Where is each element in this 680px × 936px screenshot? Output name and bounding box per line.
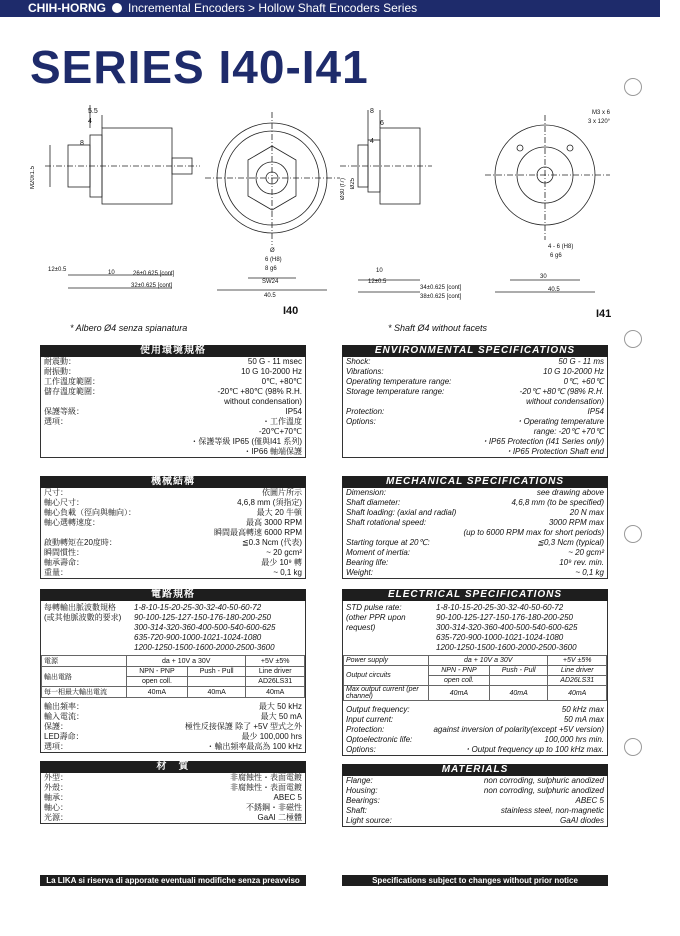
spec-row: [41, 722, 305, 732]
dim-label: 5.5: [88, 108, 98, 115]
spec-value: ~ 0,1 kg: [575, 568, 604, 577]
spec-value: 最大 50 mA: [260, 712, 302, 721]
spec-label: Shaft loading: (axial and radial): [346, 508, 457, 517]
table-cell: open coll.: [127, 677, 188, 687]
table-cell: open coll.: [429, 676, 490, 686]
spec-row: [343, 528, 607, 538]
table-cell: 40mA: [548, 686, 607, 701]
ppr-value-line: 90-100-125-127-150-176-180-200-250: [134, 613, 271, 622]
spec-row: [41, 447, 305, 457]
technical-drawings: [40, 100, 620, 315]
binder-hole-icon: [624, 525, 642, 543]
spec-row: [343, 518, 607, 528]
dim-label: 12±0.5: [368, 279, 387, 285]
spec-label: Shaft:: [346, 806, 367, 815]
dim-label: 12±0.5: [48, 267, 67, 273]
section-header-mechanical: MECHANICAL SPECIFICATIONS: [342, 476, 608, 488]
top-banner: [0, 0, 660, 17]
spec-value: 最少 10⁹ 轉: [261, 558, 302, 567]
table-cell: 每一相最大輸出電流: [42, 687, 127, 698]
spec-label: 軸心負載（徑向與軸向）：: [44, 508, 136, 517]
bullet-icon: [112, 3, 122, 13]
spec-label: 光源：: [44, 813, 68, 822]
spec-value: 不銹鋼・非磁性: [246, 803, 302, 812]
spec-row: [343, 776, 607, 786]
spec-label: 外殼：: [44, 783, 68, 792]
spec-row: [41, 732, 305, 742]
spec-value: ≦0.3 Ncm (代表): [241, 538, 302, 547]
spec-row: [41, 773, 305, 783]
dim-label: Ø30 (f7): [340, 178, 346, 201]
spec-row: [41, 558, 305, 568]
spec-row: [41, 702, 305, 712]
binder-hole-icon: [624, 78, 642, 96]
spec-label: Protection:: [346, 407, 385, 416]
spec-label: 重量：: [44, 568, 68, 577]
table-cell: AD26LS31: [548, 676, 607, 686]
spec-value: 最少 100,000 hrs: [241, 732, 302, 741]
spec-row: [343, 735, 607, 745]
ppr-value-line: 1200-1250-1500-1600-2000-2500-3600: [134, 643, 275, 652]
binder-hole-icon: [624, 738, 642, 756]
spec-label: 軸心選轉速度：: [44, 518, 100, 527]
dim-label: 10: [376, 268, 383, 274]
table-cell: NPN - PNP: [429, 666, 490, 676]
spec-value: stainless steel, non-magnetic: [500, 806, 604, 815]
ppr-label: 每轉輸出脈波數規格 (或其他脈波數的要求): [44, 603, 122, 622]
table-cell: Push - Pull: [489, 666, 548, 676]
spec-label: 選項：: [44, 742, 68, 751]
materials-spec-table: [342, 776, 608, 827]
power-output-table: [343, 655, 607, 701]
spec-label: Shock:: [346, 357, 371, 366]
spec-row: [41, 548, 305, 558]
environment-spec-table: [40, 357, 306, 458]
spec-value: 依圖片所示: [262, 488, 302, 497]
spec-value: -20℃ +80℃ (98% R.H.: [217, 387, 302, 396]
spec-value: GaAI diodes: [559, 816, 604, 825]
spec-row: [41, 742, 305, 752]
spec-value: -20℃+70℃: [258, 427, 302, 436]
table-cell: 40mA: [489, 686, 548, 701]
spec-row: [343, 796, 607, 806]
spec-row: [41, 783, 305, 793]
spec-row: [343, 407, 607, 417]
dim-label: 30: [540, 274, 547, 280]
spec-row: [41, 568, 305, 578]
spec-row: [41, 357, 305, 367]
section-header-electrical: 電路規格: [40, 589, 306, 601]
footer-disclaimer-italian: La LIKA si riserva di apporate eventuali modifiche senza preavviso: [40, 875, 306, 886]
spec-label: 耐振動：: [44, 367, 76, 376]
spec-value: 最大 20 牛頓: [256, 508, 302, 517]
spec-label: Output frequency:: [346, 705, 410, 714]
dim-label: Ø25: [350, 178, 356, 190]
footnote-italian: * Albero Ø4 senza spianatura: [70, 323, 188, 333]
table-cell: 40mA: [187, 687, 246, 698]
spec-row: [343, 508, 607, 518]
spec-row: [41, 488, 305, 498]
dim-label: M3 x 6: [592, 110, 611, 116]
spec-label: LED壽命：: [44, 732, 84, 741]
spec-row: [343, 725, 607, 735]
spec-label: 軸承：: [44, 793, 68, 802]
section-header-electrical: ELECTRICAL SPECIFICATIONS: [342, 589, 608, 601]
ppr-value-line: 635-720-900-1000-1021-1024-1080: [436, 633, 564, 642]
spec-value: 最大 50 kHz: [258, 702, 302, 711]
spec-row: [41, 793, 305, 803]
dim-label: M20x1.5: [30, 166, 36, 190]
spec-label: Light source:: [346, 816, 392, 825]
dim-label: 32±0.625 [cont]: [131, 283, 173, 289]
spec-value: GaAI 二極體: [257, 813, 302, 822]
spec-value: 100,000 hrs min.: [544, 735, 604, 744]
spec-row: [343, 705, 607, 715]
dim-label: 34±0.625 [cont]: [420, 285, 462, 291]
spec-row: [343, 417, 607, 427]
spec-label: Dimension:: [346, 488, 387, 497]
section-header-materials: 材 質: [40, 761, 306, 773]
spec-value: against inversion of polarity(except +5V version): [433, 725, 604, 734]
spec-label: 軸心尺寸：: [44, 498, 84, 507]
table-cell: +5V ±5%: [246, 656, 305, 667]
environment-spec-table: [342, 357, 608, 458]
spec-label: Storage temperature range:: [346, 387, 445, 396]
spec-label: Vibrations:: [346, 367, 384, 376]
spec-value: 50 G - 11 msec: [247, 357, 302, 366]
section-header-mechanical: 機械結構: [40, 476, 306, 488]
ppr-value-line: 1-8-10-15-20-25-30-32-40-50-60-72: [134, 603, 262, 612]
spec-label: Options:: [346, 417, 376, 426]
spec-value: 0℃, +60℃: [563, 377, 604, 386]
spec-value: 4,6,8 mm (to be specified): [511, 498, 604, 507]
dim-label: 40.5: [264, 293, 276, 299]
ppr-value-line: 90-100-125-127-150-176-180-200-250: [436, 613, 573, 622]
spec-value: see drawing above: [536, 488, 604, 497]
table-cell: Output circuits: [344, 666, 429, 686]
spec-value: 10⁹ rev. min.: [559, 558, 604, 567]
spec-row: [343, 806, 607, 816]
spec-label: Starting torque at 20℃:: [346, 538, 430, 547]
spec-value: 50 mA max: [563, 715, 604, 724]
dim-label: 40.5: [548, 287, 560, 293]
ppr-label: STD pulse rate: (other PPR upon request): [346, 603, 406, 632]
spec-row: [343, 548, 607, 558]
spec-label: Input current:: [346, 715, 394, 724]
spec-row: [343, 488, 607, 498]
spec-label: 輸出頻率：: [44, 702, 84, 711]
dim-label: SW24: [262, 279, 279, 285]
column-english: [342, 345, 608, 827]
spec-row: [343, 357, 607, 367]
table-cell: Line driver: [246, 667, 305, 677]
drawing-label-i41: I41: [596, 308, 612, 320]
electrical-spec-table: [342, 601, 608, 756]
dim-label: 4: [88, 118, 92, 125]
spec-label: Bearing life:: [346, 558, 389, 567]
dim-label: 10: [108, 270, 115, 276]
spec-row: [41, 397, 305, 407]
spec-label: 保護：: [44, 722, 68, 731]
ppr-value-line: 635-720-900-1000-1021-1024-1080: [134, 633, 262, 642]
spec-row: [41, 377, 305, 387]
spec-row: [343, 498, 607, 508]
spec-value: ~ 0,1 kg: [273, 568, 302, 577]
spec-label: Weight:: [346, 568, 373, 577]
spec-value: ~ 20 gcm²: [568, 548, 604, 557]
spec-value: 0℃, +80℃: [261, 377, 302, 386]
spec-row: [343, 387, 607, 397]
spec-row: [41, 518, 305, 528]
spec-label: 耐震動：: [44, 357, 76, 366]
spec-value: ・IP65 Protection (I41 Series only): [480, 437, 604, 446]
spec-label: 選項：: [44, 417, 68, 426]
spec-label: Moment of inertia:: [346, 548, 411, 557]
spec-row: [343, 397, 607, 407]
table-cell: +5V ±5%: [548, 656, 607, 666]
dim-label: 6: [380, 120, 384, 127]
spec-value: non corroding, sulphuric anodized: [483, 786, 604, 795]
table-cell: Line driver: [548, 666, 607, 676]
column-chinese: [40, 345, 306, 824]
ppr-value-line: 300-314-320-360-400-500-540-600-625: [436, 623, 578, 632]
spec-row: [41, 528, 305, 538]
table-cell: AD26LS31: [246, 677, 305, 687]
spec-row: [41, 538, 305, 548]
spec-value: ABEC 5: [575, 796, 604, 805]
spec-label: Housing:: [346, 786, 378, 795]
materials-spec-table: [40, 773, 306, 824]
mechanical-spec-table: [342, 488, 608, 579]
spec-value: 20 N max: [569, 508, 604, 517]
spec-row: [41, 367, 305, 377]
spec-row: [41, 508, 305, 518]
table-cell: Push - Pull: [187, 667, 246, 677]
spec-value: ・IP65 Protection Shaft end: [504, 447, 604, 456]
ppr-value-line: 300-314-320-360-400-500-540-600-625: [134, 623, 276, 632]
spec-row: [343, 568, 607, 578]
power-output-table: [41, 655, 305, 698]
i41-front-view: [485, 115, 610, 292]
spec-label: 瞬間慣性：: [44, 548, 84, 557]
spec-row: [343, 538, 607, 548]
dim-label: Ø: [270, 248, 275, 254]
i40-front-view: [205, 112, 340, 290]
spec-row: [343, 377, 607, 387]
spec-value: ・輸出頻率最高為 100 kHz: [206, 742, 302, 751]
spec-row: [41, 387, 305, 397]
spec-row: [343, 715, 607, 725]
spec-row: [343, 367, 607, 377]
spec-label: 輸入電流：: [44, 712, 84, 721]
spec-row: [343, 558, 607, 568]
spec-value: ≦0,3 Ncm (typical): [537, 538, 604, 547]
table-cell: 40mA: [429, 686, 490, 701]
spec-value: non corroding, sulphuric anodized: [483, 776, 604, 785]
spec-value: ・工作溫度: [262, 417, 302, 426]
page-title: SERIES I40-I41: [30, 41, 369, 93]
spec-value: 4,6,8 mm (須指定): [237, 498, 302, 507]
spec-value: (up to 6000 RPM max for short periods): [463, 528, 604, 537]
spec-label: Bearings:: [346, 796, 380, 805]
table-cell: da + 10V a 30V: [127, 656, 246, 667]
spec-label: Shaft rotational speed:: [346, 518, 427, 527]
spec-value: 50 G - 11 ms: [558, 357, 604, 366]
mechanical-spec-table: [40, 488, 306, 579]
footnote-english: * Shaft Ø4 without facets: [388, 323, 488, 333]
spec-row: [41, 813, 305, 823]
table-cell: 40mA: [246, 687, 305, 698]
spec-value: ABEC 5: [273, 793, 302, 802]
spec-value: IP54: [587, 407, 604, 416]
brand-name: CHIH-HORNG: [28, 1, 106, 15]
spec-row: [41, 407, 305, 417]
dim-label: 4 - 6 (H8): [548, 244, 574, 250]
table-cell: 40mA: [127, 687, 188, 698]
spec-row: [343, 745, 607, 755]
spec-value: range: -20℃ +70℃: [533, 427, 604, 436]
spec-row: [343, 447, 607, 457]
ppr-value-line: 1-8-10-15-20-25-30-32-40-50-60-72: [436, 603, 564, 612]
spec-row: [41, 498, 305, 508]
spec-value: 3000 RPM max: [548, 518, 604, 527]
spec-label: 保護等級：: [44, 407, 84, 416]
spec-label: Options:: [346, 745, 376, 754]
spec-label: Flange:: [346, 776, 373, 785]
spec-value: without condensation): [224, 397, 302, 406]
dim-label: 8: [370, 108, 374, 115]
spec-row: [343, 437, 607, 447]
i41-side-view: [340, 110, 432, 292]
spec-row: [41, 712, 305, 722]
spec-row: [41, 427, 305, 437]
spec-row: [343, 427, 607, 437]
spec-row: [343, 786, 607, 796]
spec-label: 工作溫度範圍：: [44, 377, 100, 386]
spec-label: Operating temperature range:: [346, 377, 452, 386]
table-cell: 電源: [42, 656, 127, 667]
table-cell: Power supply: [344, 656, 429, 666]
spec-label: Optoelectronic life:: [346, 735, 413, 744]
spec-row: [41, 803, 305, 813]
electrical-spec-table: [40, 601, 306, 753]
spec-value: 非腐蝕性・表面電鍍: [230, 773, 302, 782]
table-cell: 輸出電路: [42, 667, 127, 687]
spec-row: [343, 816, 607, 826]
table-cell: da + 10V a 30V: [429, 656, 548, 666]
footer-disclaimer-english: Specifications subject to changes without prior notice: [342, 875, 608, 886]
section-header-environment: ENVIRONMENTAL SPECIFICATIONS: [342, 345, 608, 357]
spec-value: ・IP66 軸端保護: [243, 447, 302, 456]
breadcrumb: Incremental Encoders > Hollow Shaft Encoders Series: [128, 1, 418, 15]
spec-value: 瞬間最高轉速 6000 RPM: [213, 528, 302, 537]
spec-label: 軸承壽命：: [44, 558, 84, 567]
spec-label: 外型：: [44, 773, 68, 782]
dim-label: 26±0.625 [cont]: [133, 271, 175, 277]
dim-label: 3 x 120°: [588, 119, 611, 125]
dim-label: 6 g6: [550, 253, 562, 259]
spec-label: 啟動轉矩在20度時：: [44, 538, 117, 547]
spec-label: 尺寸：: [44, 488, 68, 497]
dim-label: 8: [80, 140, 84, 147]
table-cell: Max output current (per channel): [344, 686, 429, 701]
spec-row: [41, 437, 305, 447]
spec-label: Shaft diameter:: [346, 498, 401, 507]
spec-row: [41, 417, 305, 427]
spec-value: ~ 20 gcm²: [266, 548, 302, 557]
spec-value: ・Operating temperature: [515, 417, 604, 426]
dim-label: 6 (H8): [265, 257, 282, 263]
dim-label: 4: [370, 138, 374, 145]
dim-label: 8 g6: [265, 266, 277, 272]
ppr-value-line: 1200-1250-1500-1600-2000-2500-3600: [436, 643, 577, 652]
section-header-environment: 使用環境規格: [40, 345, 306, 357]
spec-value: 最高 3000 RPM: [245, 518, 302, 527]
spec-value: ・保護等級 IP65 (僅與I41 系列): [190, 437, 302, 446]
spec-value: 50 kHz max: [561, 705, 604, 714]
section-header-materials: MATERIALS: [342, 764, 608, 776]
drawing-label-i40: I40: [283, 305, 299, 317]
table-cell: NPN - PNP: [127, 667, 188, 677]
dim-label: 38±0.625 [cont]: [420, 294, 462, 300]
spec-value: IP54: [285, 407, 302, 416]
spec-label: Protection:: [346, 725, 385, 734]
spec-value: 非腐蝕性・表面電鍍: [230, 783, 302, 792]
spec-label: 軸心：: [44, 803, 68, 812]
spec-value: 極性反接保護 除了 +5V 型式之外: [184, 722, 302, 731]
spec-label: 儲存溫度範圍：: [44, 387, 100, 396]
spec-value: 10 G 10-2000 Hz: [241, 367, 302, 376]
i40-side-view: [45, 105, 200, 288]
spec-value: -20℃ +80℃ (98% R.H.: [519, 387, 604, 396]
spec-value: without condensation): [526, 397, 604, 406]
spec-value: ・Output frequency up to 100 kHz max.: [463, 745, 604, 754]
binder-hole-icon: [624, 330, 642, 348]
spec-value: 10 G 10-2000 Hz: [543, 367, 604, 376]
